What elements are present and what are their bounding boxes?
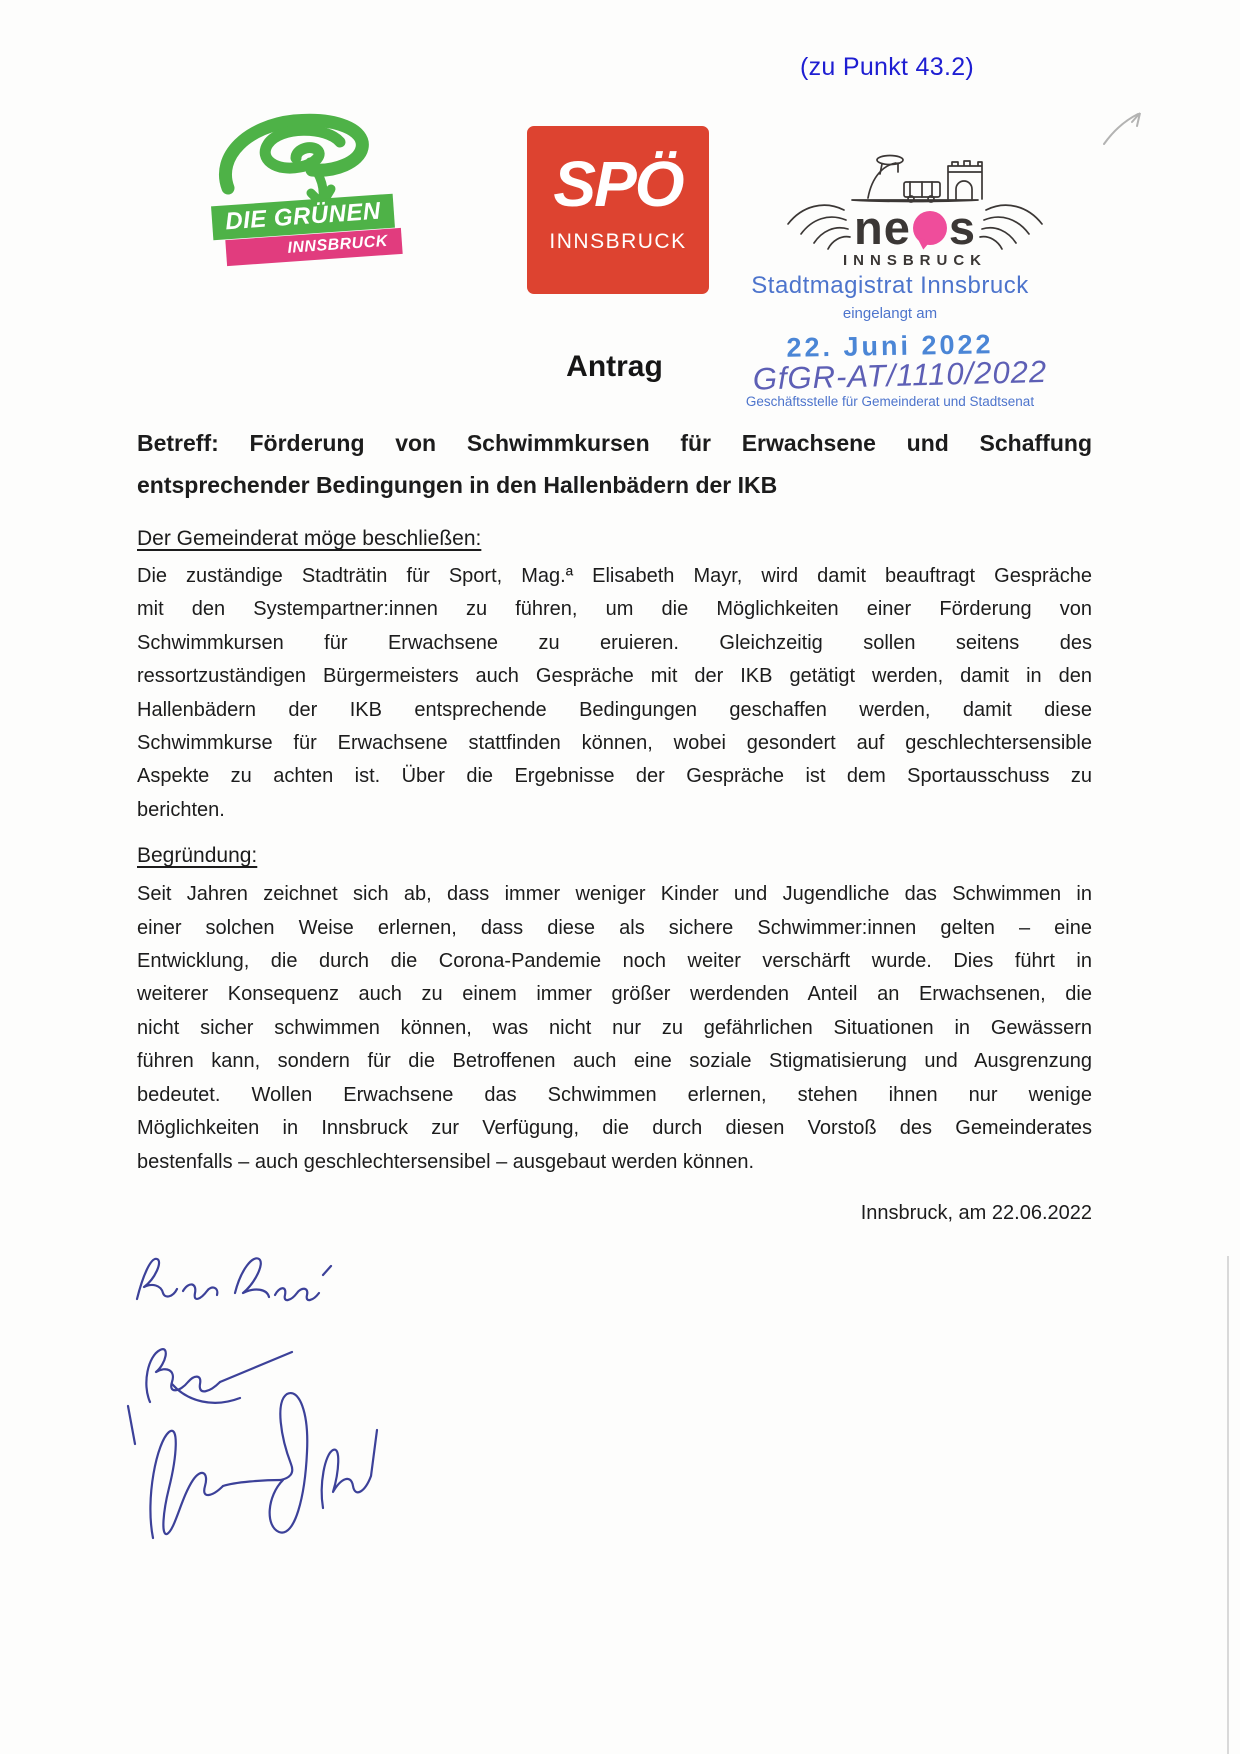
gruene-party-banner: DIE GRÜNEN <box>211 194 395 241</box>
neos-city-label: INNSBRUCK <box>843 252 987 269</box>
agenda-point-annotation: (zu Punkt 43.2) <box>800 53 975 81</box>
scan-artifact-line <box>1227 1256 1229 1754</box>
spoe-wordmark: SPÖ <box>553 148 683 220</box>
stamp-received-label: eingelangt am <box>842 305 938 322</box>
document-title: Antrag <box>566 350 663 383</box>
neos-dot-icon <box>913 211 947 245</box>
stamp-unit-line: Geschäftsstelle für Gemeinderat und Stadtsenat <box>745 394 1035 409</box>
stamp-office-line: Stadtmagistrat Innsbruck <box>751 272 1029 299</box>
signature-3 <box>113 1386 428 1576</box>
place-date-line: Innsbruck, am 22.06.2022 <box>860 1201 1092 1224</box>
gruene-city-banner: INNSBRUCK <box>225 228 402 266</box>
document-body <box>137 422 1092 1225</box>
gruene-logo <box>210 112 400 267</box>
neos-logo <box>782 148 1048 278</box>
signature-1 <box>125 1243 340 1323</box>
spoe-logo <box>527 126 709 294</box>
spoe-city-label: INNSBRUCK <box>549 230 687 253</box>
resolution-paragraph: Die zuständige Stadträtin für Sport, Mag.ª Elisabeth Mayr, wird damit beauftragt Gespräche mit den Systempartner:innen zu führen, um die Möglichkeiten einer Förderung von Schwimmkursen für Erwachsene zu eruieren. Gleichzeitig sollen seitens des ressortzuständigen Bürgermeisters auch Gespräche mit der IKB getätigt werden, damit in den Hallenbädern der IKB entsprechende Bedingungen geschaffen werden, damit diese Schwimmkurse für Erwachsene stattfinden können, wobei gesondert auf geschlechtersensible Aspekte zu achten ist. Über die Ergebnisse der Gespräche ist dem Sportausschuss zu berichten. <box>137 565 1092 821</box>
stamp-date: 22. Juni 2022 <box>786 329 994 363</box>
neos-wordmark: ne s <box>854 201 976 254</box>
justification-paragraph: Seit Jahren zeichnet sich ab, dass immer weniger Kinder und Jugendliche das Schwimmen in einer solchen Weise erlernen, dass diese als sichere Schwimmer:innen gelten – eine Entwicklung, die durch die Corona-Pandemie noch weiter verschärft wurde. Dies führt in weiterer Konsequenz auch zu einem immer größer werdenden Anteil an Erwachsenen, die nicht sicher schwimmen können, was nicht nur zu gefährlichen Situationen in Gewässern führen kann, sondern für die Betroffenen auch eine soziale Stigmatisierung und Ausgrenzung bedeutet. Wollen Erwachsene das Schwimmen erlernen, stehen ihnen nur wenige Möglichkeiten in Innsbruck zur Verfügung, die durch diesen Vorstoß des Gemeinderates bestenfalls – auch geschlechtersensibel – ausgebaut werden können. <box>137 883 1092 1173</box>
pencil-checkmark-icon <box>1098 108 1146 150</box>
justification-heading: Begründung: <box>137 844 258 868</box>
receipt-stamp <box>700 272 1080 409</box>
handwritten-file-number: GfGR-AT/1110/2022 <box>752 353 1048 397</box>
subject-paragraph: Betreff: Förderung von Schwimmkursen für Erwachsene und Schaffung entsprechender Bedingungen in den Hallenbädern der IKB <box>137 430 1092 498</box>
resolution-heading: Der Gemeinderat möge beschließen: <box>137 527 482 550</box>
